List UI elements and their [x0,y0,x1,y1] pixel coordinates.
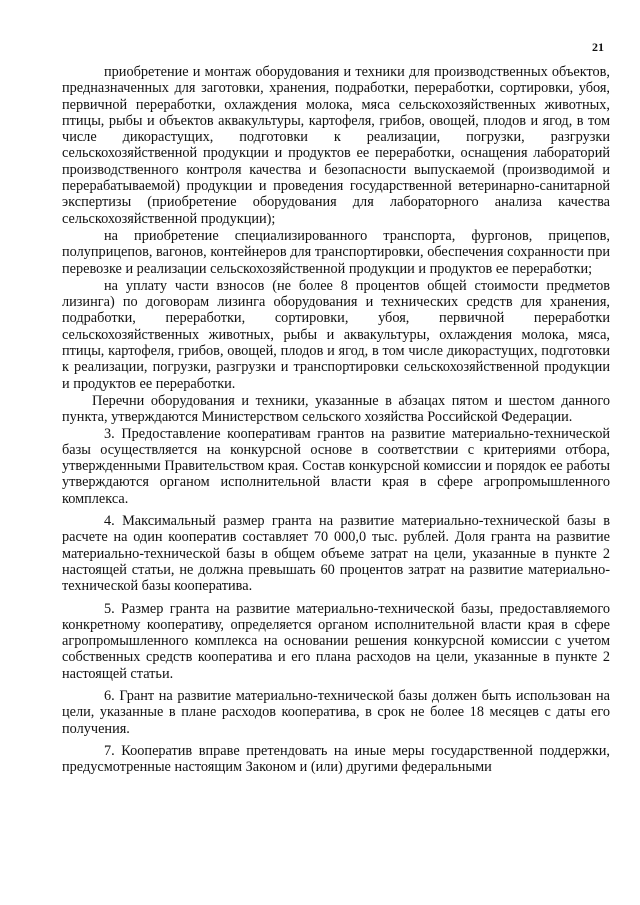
paragraph-item-7: 7. Кооператив вправе претендовать на иные меры государственной поддержки, предусмотренные настоящим Законом и (или) другими федеральными [62,742,610,776]
paragraph-item-6: 6. Грант на развитие материально-технической базы должен быть использован на цели, указанные в плане расходов кооператива, в срок не более 18 месяцев с даты его получения. [62,687,610,737]
paragraph-equipment-acquisition: приобретение и монтаж оборудования и техники для производственных объектов, предназначенных для заготовки, хранения, подработки, переработки, сортировки, убоя, первичной переработки, охлаждения молока, мяса сельскохозяйственных животных, птицы, рыбы и объектов аквакультуры, картофеля, грибов, овощей, плодов и ягод, в том числе дикорастущих, подготовки к реализации, погрузки, разгрузки сельскохозяйственной продукции и продуктов ее переработки, оснащения лабораторий производственного контроля качества и безопасности выпускаемой (производимой и перерабатываемой) продукции и проведения государственной ветеринарно-санитарной экспертизы (приобретение оборудования для лабораторного анализа качества сельскохозяйственной продукции); [62,64,610,227]
paragraph-equipment-lists: Перечни оборудования и техники, указанные в абзацах пятом и шестом данного пункта, утверждаются Министерством сельского хозяйства Российской Федерации. [62,392,610,426]
paragraph-leasing-payments: на уплату части взносов (не более 8 процентов общей стоимости предметов лизинга) по договорам лизинга оборудования и технических средств для хранения, подработки, переработки, сортировки, убоя, первичной переработки сельскохозяйственных животных, рыбы и аквакультуры, охлаждения молока, мяса, птицы, картофеля, грибов, овощей, плодов и ягод, в том числе дикорастущих, подготовки к реализации, погрузки, разгрузки и транспортировки сельскохозяйственной продукции и продуктов ее переработки. [62,277,610,392]
paragraph-item-4: 4. Максимальный размер гранта на развитие материально-технической базы в расчете на один кооператив составляет 70 000,0 тыс. рублей. Доля гранта на развитие материально-технической базы в общем объеме затрат на цели, указанные в пункте 2 настоящей статьи, не должна превышать 60 процентов затрат на развитие материально-технической базы кооператива. [62,513,610,595]
paragraph-item-5: 5. Размер гранта на развитие материально-технической базы, предоставляемого конкретному кооперативу, определяется органом исполнительной власти края в сфере агропромышленного комплекса на основании решения конкурсной комиссии с учетом собственных средств кооператива и его плана расходов на цели, указанные в пункте 2 настоящей статьи. [62,600,610,682]
page-number: 21 [592,40,604,54]
paragraph-item-3: 3. Предоставление кооперативам грантов на развитие материально-технической базы осуществляется на конкурсной основе в соответствии с критериями отбора, утвержденными Правительством края. Состав конкурсной комиссии и порядок ее работы утверждаются органом исполнительной власти края в сфере агропромышленного комплекса. [62,425,610,507]
document-body [62,64,610,775]
paragraph-transport-acquisition: на приобретение специализированного транспорта, фургонов, прицепов, полуприцепов, вагонов, контейнеров для транспортировки, обеспечения сохранности при перевозке и реализации сельскохозяйственной продукции и продуктов ее переработки; [62,227,610,277]
